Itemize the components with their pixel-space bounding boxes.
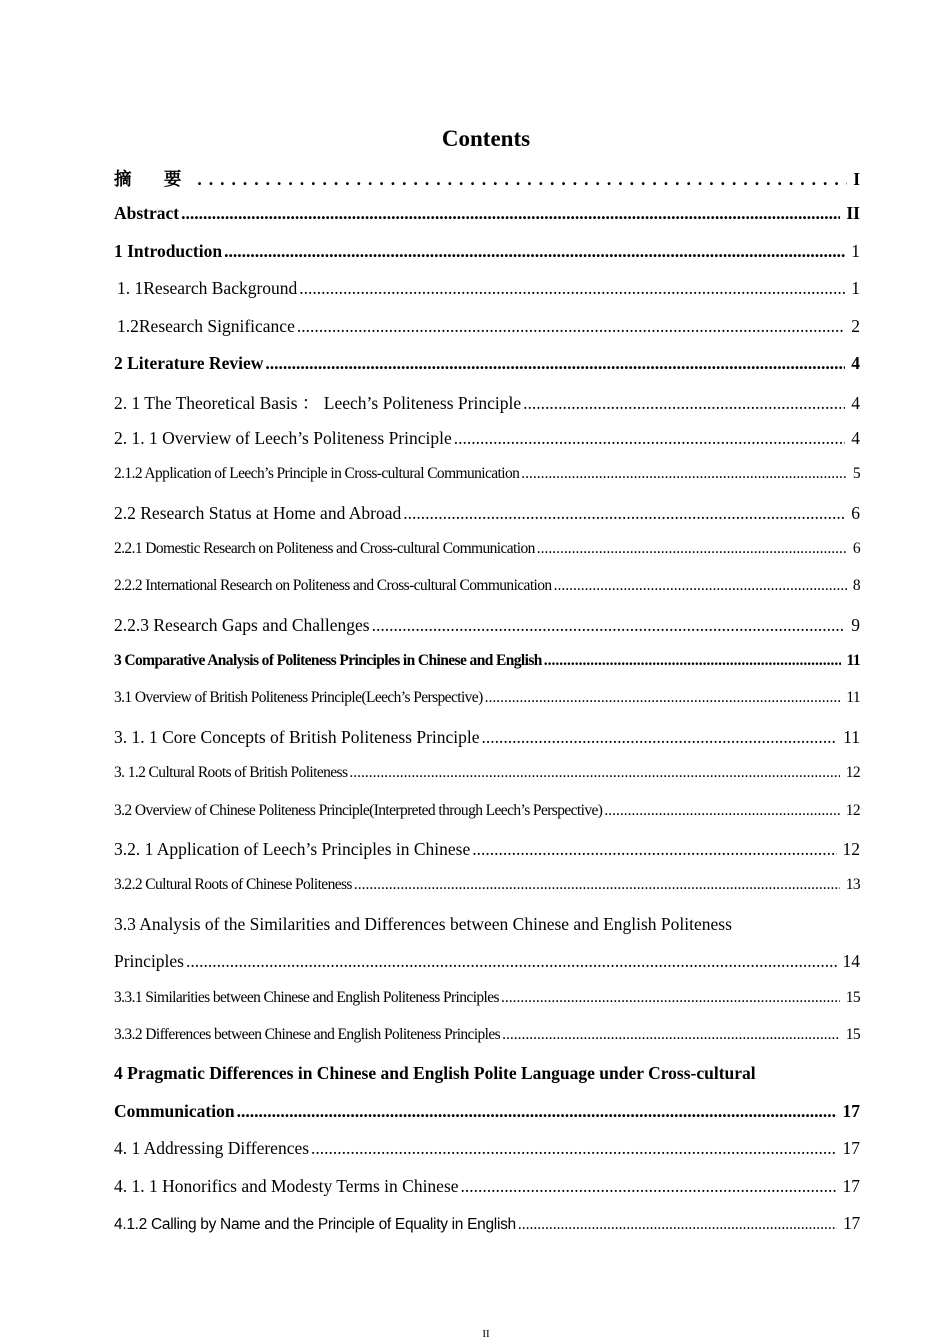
toc-entry-chapter-2[interactable]: [114, 353, 860, 390]
toc-entry-abstract[interactable]: [114, 203, 860, 240]
toc-entry-page: 14: [842, 951, 860, 972]
toc-entry-3-3-first-line[interactable]: [114, 914, 860, 951]
toc-entry-3-2-1[interactable]: [114, 839, 860, 876]
toc-entry-title: 2.2 Research Status at Home and Abroad: [114, 502, 402, 523]
dot-leader: [523, 393, 845, 414]
toc-entry-title: 3.3.2 Differences between Chinese and English Politeness Principles: [114, 1025, 501, 1043]
toc-entry-title: 3.1 Overview of British Politeness Principle(Leech’s Perspective): [114, 689, 483, 707]
toc-entry-2-1[interactable]: [114, 390, 860, 427]
toc-entry-3-1-2[interactable]: [114, 764, 860, 801]
dot-leader: [501, 989, 840, 1007]
toc-entry-page: 11: [846, 689, 860, 707]
toc-entry-page: II: [846, 203, 860, 224]
toc-entry-title: 3.2. 1 Application of Leech’s Principles in Chinese: [114, 839, 471, 860]
toc-entry-4-1-2[interactable]: [114, 1213, 860, 1250]
toc-entry-page: 17: [842, 1175, 860, 1196]
toc-entry-title-cont: Principles: [114, 951, 184, 972]
table-of-contents: [114, 166, 860, 1250]
toc-entry-page: 6: [852, 539, 860, 557]
page-title: Contents: [441, 126, 531, 151]
toc-entry-4-1[interactable]: [114, 1138, 860, 1175]
toc-entry-2-2-2[interactable]: [114, 577, 860, 614]
dot-leader: [537, 540, 847, 558]
toc-entry-title: 2. 1 The Theoretical Basis ： Leech’s Politeness Principle: [114, 393, 522, 414]
toc-entry-page: 17: [843, 1212, 860, 1233]
dot-leader: [403, 503, 845, 524]
toc-entry-page: 1: [851, 240, 860, 261]
toc-entry-title: Abstract: [114, 203, 180, 224]
toc-entry-title: 4.1.2 Calling by Name and the Principle of Equality in English: [114, 1215, 516, 1233]
toc-entry-title: 2.2.2 International Research on Politeness and Cross-cultural Communication: [114, 577, 552, 595]
dot-leader: [518, 1216, 837, 1234]
dot-leader: [349, 764, 839, 782]
toc-entry-page: 11: [846, 652, 860, 670]
toc-entry-page: 4: [851, 352, 860, 373]
toc-entry-title: 2.1.2 Application of Leech’s Principle in Cross-cultural Communication: [114, 465, 520, 483]
toc-entry-page: 2: [851, 315, 860, 336]
toc-entry-page: I: [853, 169, 860, 189]
toc-entry-title: 3.3.1 Similarities between Chinese and English Politeness Principles: [114, 988, 499, 1006]
toc-entry-page: 11: [843, 726, 860, 747]
dot-leader: [186, 951, 837, 972]
toc-entry-title: 1. 1Research Background: [117, 278, 298, 299]
toc-entry-title: 4 Pragmatic Differences in Chinese and English Polite Language under Cross-cultural: [114, 1063, 756, 1084]
toc-entry-3-2-2[interactable]: [114, 876, 860, 913]
toc-entry-3-3-1[interactable]: [114, 989, 860, 1026]
dot-leader: [482, 727, 838, 748]
toc-entry-title: 3 Comparative Analysis of Politeness Principles in Chinese and English: [114, 652, 542, 670]
toc-entry-title: 2.2.1 Domestic Research on Politeness and Cross-cultural Communication: [114, 539, 535, 557]
dot-leader: [181, 203, 840, 224]
toc-entry-title: 1 Introduction: [114, 240, 223, 261]
toc-entry-page: 9: [851, 614, 860, 635]
toc-entry-page: 5: [852, 465, 860, 483]
toc-entry-3-1-1[interactable]: [114, 727, 860, 764]
dot-leader: [554, 577, 847, 595]
toc-entry-1-2[interactable]: [114, 316, 860, 353]
toc-entry-2-2-1[interactable]: [114, 540, 860, 577]
toc-entry-page: 15: [845, 988, 860, 1006]
toc-entry-title: 2 Literature Review: [114, 352, 264, 373]
toc-entry-page: 8: [852, 577, 860, 595]
toc-entry-title: 摘 要: [114, 169, 196, 189]
toc-entry-page: 1: [851, 278, 860, 299]
dot-leader: [354, 876, 840, 894]
toc-entry-2-1-2[interactable]: [114, 465, 860, 502]
toc-entry-title: 3. 1.2 Cultural Roots of British Politeness: [114, 764, 348, 782]
page-number: II: [482, 1328, 490, 1340]
toc-entry-1-1[interactable]: [114, 278, 860, 315]
toc-entry-4-1-1[interactable]: [114, 1176, 860, 1213]
toc-entry-page: 12: [845, 764, 860, 782]
dot-leader: [265, 353, 845, 374]
toc-entry-chapter-4-first-line[interactable]: [114, 1063, 860, 1100]
toc-entry-title: 3.2.2 Cultural Roots of Chinese Politeness: [114, 876, 352, 894]
dot-leader: [544, 652, 841, 670]
toc-entry-chapter-1[interactable]: [114, 241, 860, 278]
dot-leader: [485, 689, 841, 707]
toc-entry-title-cont: Communication: [114, 1100, 235, 1121]
dot-leader: [521, 465, 847, 483]
dot-leader: [297, 316, 845, 337]
toc-entry-title: 3.3 Analysis of the Similarities and Differences between Chinese and English Politeness: [114, 913, 732, 934]
toc-entry-page: 12: [842, 839, 860, 860]
toc-entry-page: 15: [845, 1025, 860, 1043]
toc-entry-title: 3. 1. 1 Core Concepts of British Politeness Principle: [114, 726, 480, 747]
toc-entry-page: 13: [845, 876, 860, 894]
dot-leader: [237, 1101, 837, 1122]
dot-leader: [454, 428, 845, 449]
toc-entry-page: 12: [845, 801, 860, 819]
dot-leader: [299, 278, 845, 299]
toc-entry-2-2[interactable]: [114, 503, 860, 540]
toc-entry-title: 1.2Research Significance: [117, 315, 295, 336]
toc-entry-page: 17: [842, 1138, 860, 1159]
dot-leader: [604, 802, 839, 820]
dot-leader: [197, 169, 847, 190]
dot-leader: [311, 1138, 836, 1159]
toc-entry-3-3-2[interactable]: [114, 1026, 860, 1063]
toc-entry-3-1[interactable]: [114, 689, 860, 726]
toc-entry-chapter-3[interactable]: [114, 652, 860, 689]
toc-entry-page: 6: [851, 502, 860, 523]
dot-leader: [372, 615, 846, 636]
toc-entry-title: 2.2.3 Research Gaps and Challenges: [114, 614, 370, 635]
toc-entry-3-3[interactable]: [114, 951, 860, 988]
toc-entry-title: 2. 1. 1 Overview of Leech’s Politeness Principle: [114, 427, 452, 448]
toc-entry-3-2[interactable]: [114, 802, 860, 839]
toc-entry-title: 4. 1 Addressing Differences: [114, 1138, 310, 1159]
toc-entry-2-1-1[interactable]: [114, 428, 860, 465]
dot-leader: [472, 839, 836, 860]
toc-entry-title: 3.2 Overview of Chinese Politeness Principle(Interpreted through Leech’s Perspective): [114, 801, 603, 819]
toc-entry-2-2-3[interactable]: [114, 615, 860, 652]
toc-entry-page: 17: [842, 1100, 860, 1121]
toc-entry-title: 4. 1. 1 Honorifics and Modesty Terms in Chinese: [114, 1175, 459, 1196]
toc-entry-chapter-4[interactable]: [114, 1101, 860, 1138]
dot-leader: [502, 1026, 840, 1044]
toc-entry-abstract-cn[interactable]: [114, 166, 860, 203]
dot-leader: [224, 241, 845, 262]
toc-entry-page: 4: [851, 427, 860, 448]
dot-leader: [461, 1176, 837, 1197]
toc-entry-page: 4: [851, 393, 860, 414]
